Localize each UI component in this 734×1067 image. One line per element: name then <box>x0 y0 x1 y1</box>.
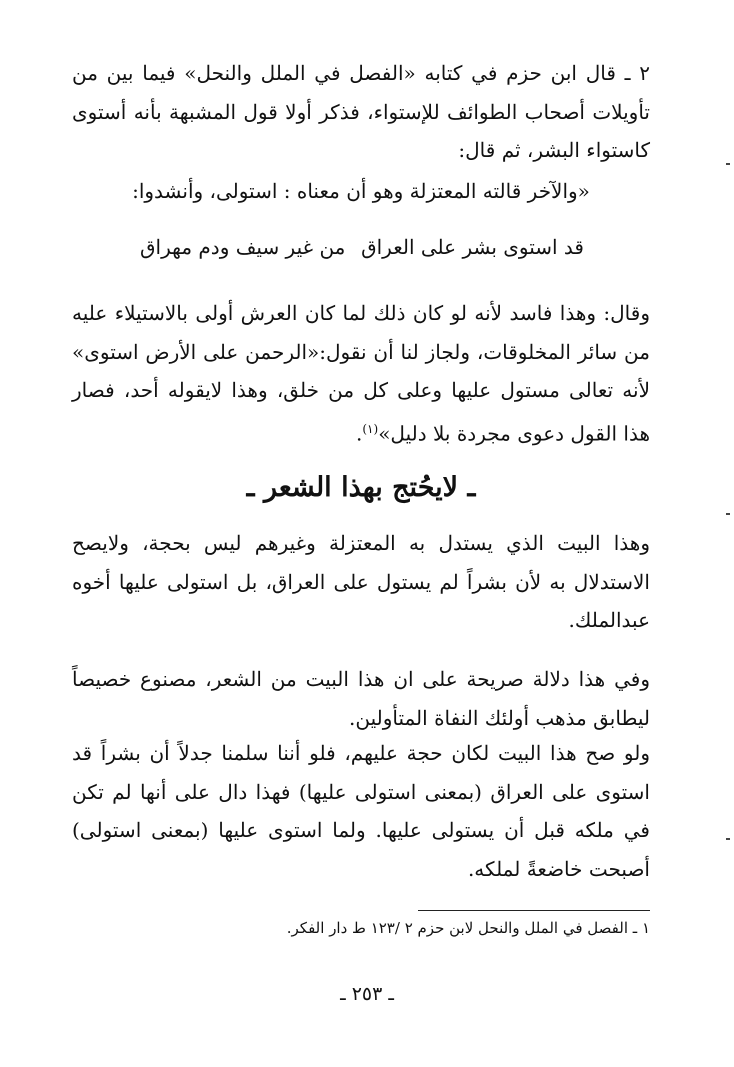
quote-line: «والآخر قالته المعتزلة وهو أن معناه : استولى، وأنشدوا: <box>132 179 590 203</box>
verse-second-hemistich: من غير سيف ودم مهراق <box>140 235 346 259</box>
footnote-ref: (١) <box>362 421 379 436</box>
margin-mark <box>726 513 730 515</box>
footnote-divider <box>418 910 650 911</box>
section-heading: ـ لايحُتج بهذا الشعر ـ <box>246 472 476 503</box>
margin-mark <box>726 163 730 165</box>
paragraph-argument: ولو صح هذا البيت لكان حجة عليهم، فلو أننا سلمنا جدلاً أن بشراً قد استوى على العراق (بمعنى استولى عليها) فهذا دال على أنها لم تكن في ملكه قبل أن يستولى عليها. ولما استوى عليها (بمعنى استولى) أصبحت خاضعةً لملكه. <box>72 741 650 881</box>
poetry-verse <box>140 228 584 266</box>
page-number: ـ ٢٥٣ ـ <box>340 983 394 1005</box>
verse-first-hemistich: قد استوى بشر على العراق <box>361 235 584 259</box>
paragraph-refutation-text: وقال: وهذا فاسد لأنه لو كان ذلك لما كان العرش أولى بالاستيلاء عليه من سائر المخلوقات، ولجاز لنا أن نقول:«الرحمن على الأرض استوى» لأنه تعالى مستول عليها وعلى كل من خلق، وهذا لايقوله أحد، فصار هذا القول دعوى مجردة بلا دليل» <box>72 301 650 446</box>
paragraph-refutation: وقال: وهذا فاسد لأنه لو كان ذلك لما كان العرش أولى بالاستيلاء عليه من سائر المخلوقات، ولجاز لنا أن نقول:«الرحمن على الأرض استوى» لأنه تعالى مستول عليها وعلى كل من خلق، وهذا لايقوله أحد، فصار هذا القول دعوى مجردة بلا دليل»$^{(١)}$. <box>72 301 650 446</box>
margin-mark <box>726 838 730 840</box>
paragraph-ibn-hazm-intro: ٢ ـ قال ابن حزم في كتابه «الفصل في الملل والنحل» فيما بين من تأويلات أصحاب الطوائف للإستواء، فذكر أولا قول المشبهة بأنه أستوى كاستواء البشر، ثم قال: <box>72 61 650 162</box>
footnote-text: ١ ـ الفصل في الملل والنحل لابن حزم ٢ /١٢٣ ط دار الفكر. <box>286 919 650 937</box>
paragraph-fabricated: وفي هذا دلالة صريحة على ان هذا البيت من الشعر، مصنوع خصيصاً ليطابق مذهب أولئك النفاة المتأولين. <box>72 667 650 730</box>
paragraph-verse-not-proof: وهذا البيت الذي يستدل به المعتزلة وغيرهم ليس بحجة، ولايصح الاستدلال به لأن بشراً لم يستول على العراق، بل استولى عليها أخوه عبدالملك. <box>72 531 650 632</box>
